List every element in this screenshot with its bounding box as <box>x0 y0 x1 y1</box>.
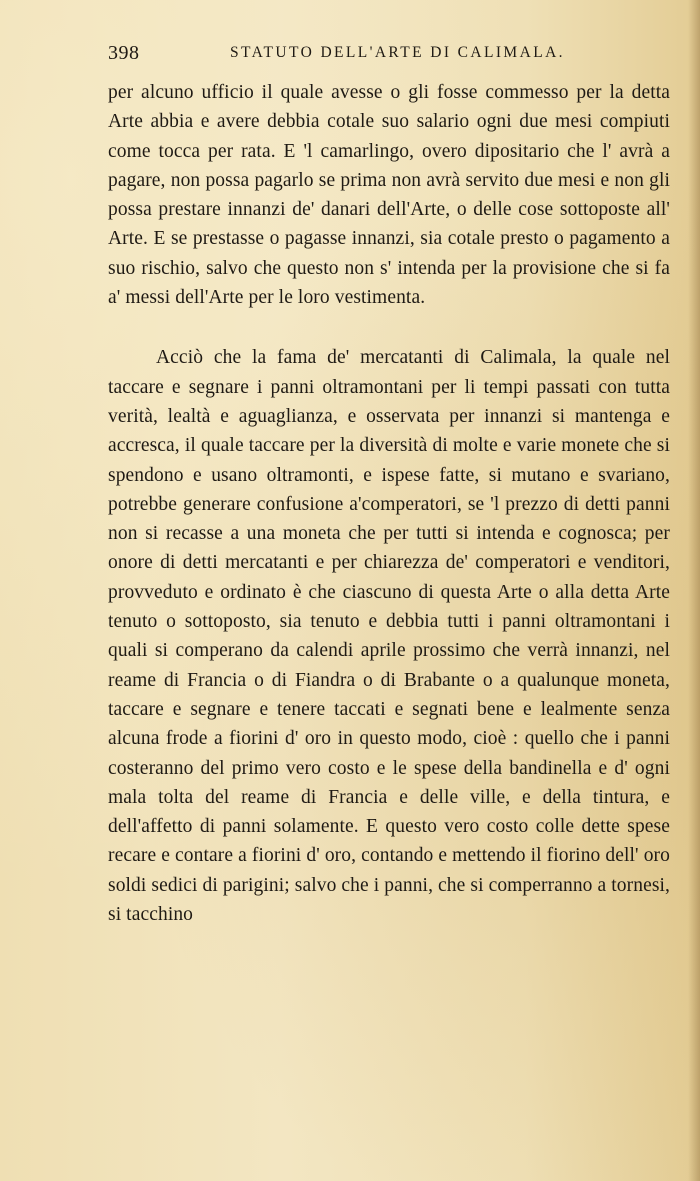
running-title: STATUTO DELL'ARTE DI CALIMALA. <box>230 44 565 61</box>
running-head <box>108 38 670 68</box>
book-page <box>108 38 670 949</box>
page-number: 398 <box>108 42 140 64</box>
page-edge-shadow <box>688 0 700 1181</box>
paragraph-new-statute: Acciò che la fama de' mercatanti di Calimala, la quale nel taccare e segnare i panni oltramontani per li tempi passati con tutta verità, lealtà e aguaglianza, e osservata per innanzi si mantenga e accresca, il quale taccare per la diversità di molte e varie monete che si spendono e usano oltramonti, e ispese fatte, si mutano e svariano, potrebbe generare confusione a'comperatori, se 'l prezzo di detti panni non si recasse a una moneta che per tutti si intenda e cognosca; per onore di detti mercatanti e per chiarezza de' comperatori e venditori, provveduto e ordinato è che ciascuno di questa Arte o alla detta Arte tenuto o sottoposto, sia tenuto e debbia tutti i panni oltramontani i quali si comperano da calendi aprile prossimo che verrà innanzi, nel reame di Francia o di Fiandra o di Brabante o a qualunque moneta, taccare e segnare e tenere taccati e segnati bene e lealmente senza alcuna frode a fiorini d' oro in questo modo, cioè : quello che i panni costeranno del primo vero costo e le spese della bandinella e d' ogni mala tolta del reame di Francia e delle ville, e della tintura, e dell'affetto di panni solamente. E questo vero costo colle dette spese recare e contare a fiorini d' oro, contando e mettendo il fiorino dell' oro soldi sedici di parigini; salvo che i panni, che si comperranno a tornesi, si tacchino <box>108 347 670 926</box>
paragraph-continuation: per alcuno ufficio il quale avesse o gli fosse commesso per la detta Arte abbia e avere debbia cotale suo salario ogni due mesi compiuti come tocca per rata. E 'l camarlingo, overo dipositario che l' avrà a pagare, non possa pagarlo se prima non avrà servito due mesi e non gli possa prestare innanzi de' danari dell'Arte, o delle cose sottoposte all' Arte. E se prestasse o pagasse innanzi, sia cotale presto o pagamento a suo rischio, salvo che questo non s' intenda per la provisione che si fa a' messi dell'Arte per le loro vestimenta. <box>108 82 670 309</box>
